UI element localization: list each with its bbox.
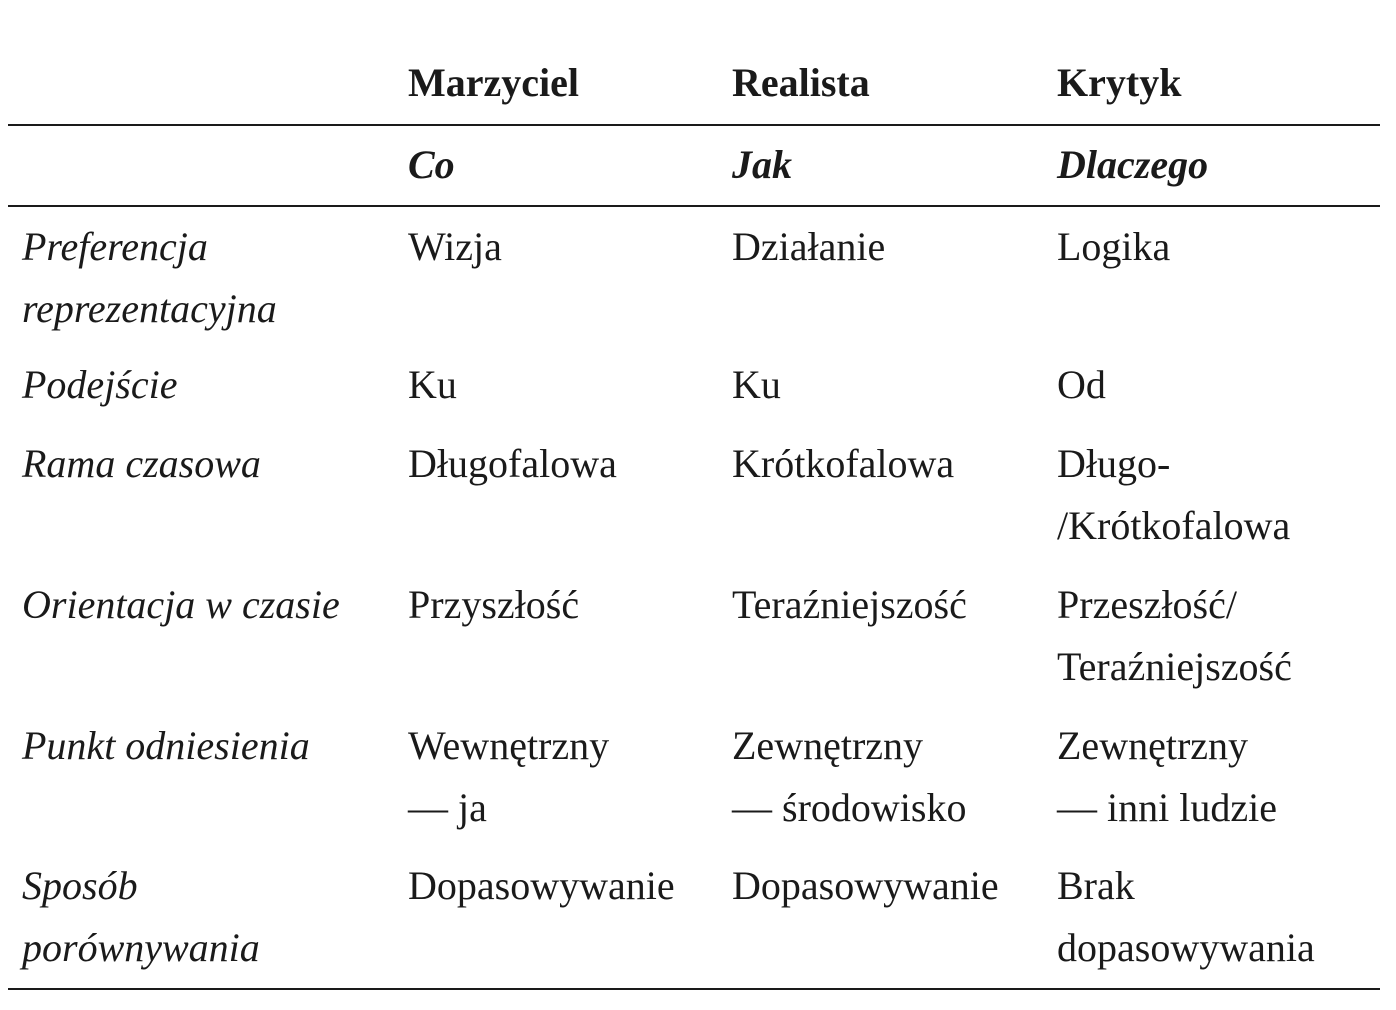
- row-label-line: Orientacja w czasie: [22, 582, 340, 627]
- table-cell: Zewnętrzny: [732, 723, 924, 768]
- row-label-line: reprezentacyjna: [22, 286, 277, 331]
- table-cell: Przeszłość/: [1057, 582, 1237, 627]
- table-cell: Długo-: [1057, 441, 1171, 486]
- table-cell: Ku: [732, 362, 781, 407]
- row-label-line: Rama czasowa: [22, 441, 261, 486]
- table-cell: Wewnętrzny: [408, 723, 610, 768]
- table-cell: Teraźniejszość: [732, 582, 967, 627]
- row-label-line: Sposób: [22, 863, 138, 908]
- column-header-marzyciel: Marzyciel: [408, 60, 579, 105]
- column-header-krytyk: Krytyk: [1057, 60, 1182, 105]
- table-cell: /Krótkofalowa: [1057, 503, 1291, 548]
- column-header-realista: Realista: [732, 60, 870, 105]
- row-label-line: Podejście: [22, 362, 178, 407]
- table-cell: Brak: [1057, 863, 1135, 908]
- table-cell: Od: [1057, 362, 1106, 407]
- table-cell: Logika: [1057, 224, 1171, 269]
- table-rule-top: [8, 124, 1380, 126]
- table-cell: Krótkofalowa: [732, 441, 955, 486]
- table-rule-header: [8, 205, 1380, 207]
- table-cell: dopasowywania: [1057, 925, 1315, 970]
- table-rule-bottom: [8, 988, 1380, 990]
- column-subheader-jak: Jak: [732, 142, 792, 187]
- table-cell: — inni ludzie: [1057, 785, 1277, 830]
- table-cell: Długofalowa: [408, 441, 617, 486]
- table-cell: Dopasowywanie: [732, 863, 999, 908]
- table-cell: Teraźniejszość: [1057, 644, 1292, 689]
- table-cell: Zewnętrzny: [1057, 723, 1249, 768]
- row-label-line: Punkt odniesienia: [22, 723, 310, 768]
- row-label-line: porównywania: [22, 925, 260, 970]
- table-cell: Działanie: [732, 224, 886, 269]
- column-subheader-dlaczego: Dlaczego: [1057, 142, 1209, 187]
- table-cell: — ja: [408, 785, 487, 830]
- table-cell: Ku: [408, 362, 457, 407]
- table-cell: Wizja: [408, 224, 502, 269]
- table-cell: — środowisko: [732, 785, 967, 830]
- column-subheader-co: Co: [408, 142, 455, 187]
- table-cell: Dopasowywanie: [408, 863, 675, 908]
- row-label-line: Preferencja: [22, 224, 208, 269]
- table-cell: Przyszłość: [408, 582, 580, 627]
